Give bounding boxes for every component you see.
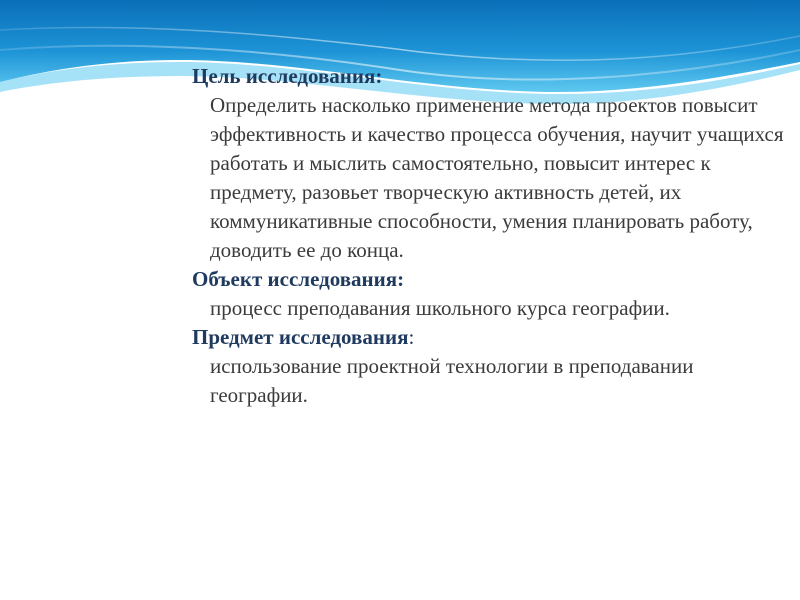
- subject-heading-label: Предмет исследования: [192, 325, 409, 349]
- subject-heading: [192, 323, 792, 352]
- goal-text: Определить насколько применение метода проектов повысит эффективность и качество процесса обучения, научит учащихся работать и мыслить самостоятельно, повысит интерес к предмету, разовьет творческую активность детей, их коммуникативные способности, умения планировать работу, доводить ее до конца.: [210, 93, 784, 262]
- subject-text: использование проектной технологии в преподавании географии.: [210, 354, 694, 407]
- object-heading: Объект исследования:: [192, 267, 405, 291]
- object-text: процесс преподавания школьного курса географии.: [210, 296, 670, 320]
- goal-heading: Цель исследования:: [192, 64, 383, 88]
- subject-heading-colon: :: [408, 325, 415, 349]
- slide-content: [192, 62, 792, 410]
